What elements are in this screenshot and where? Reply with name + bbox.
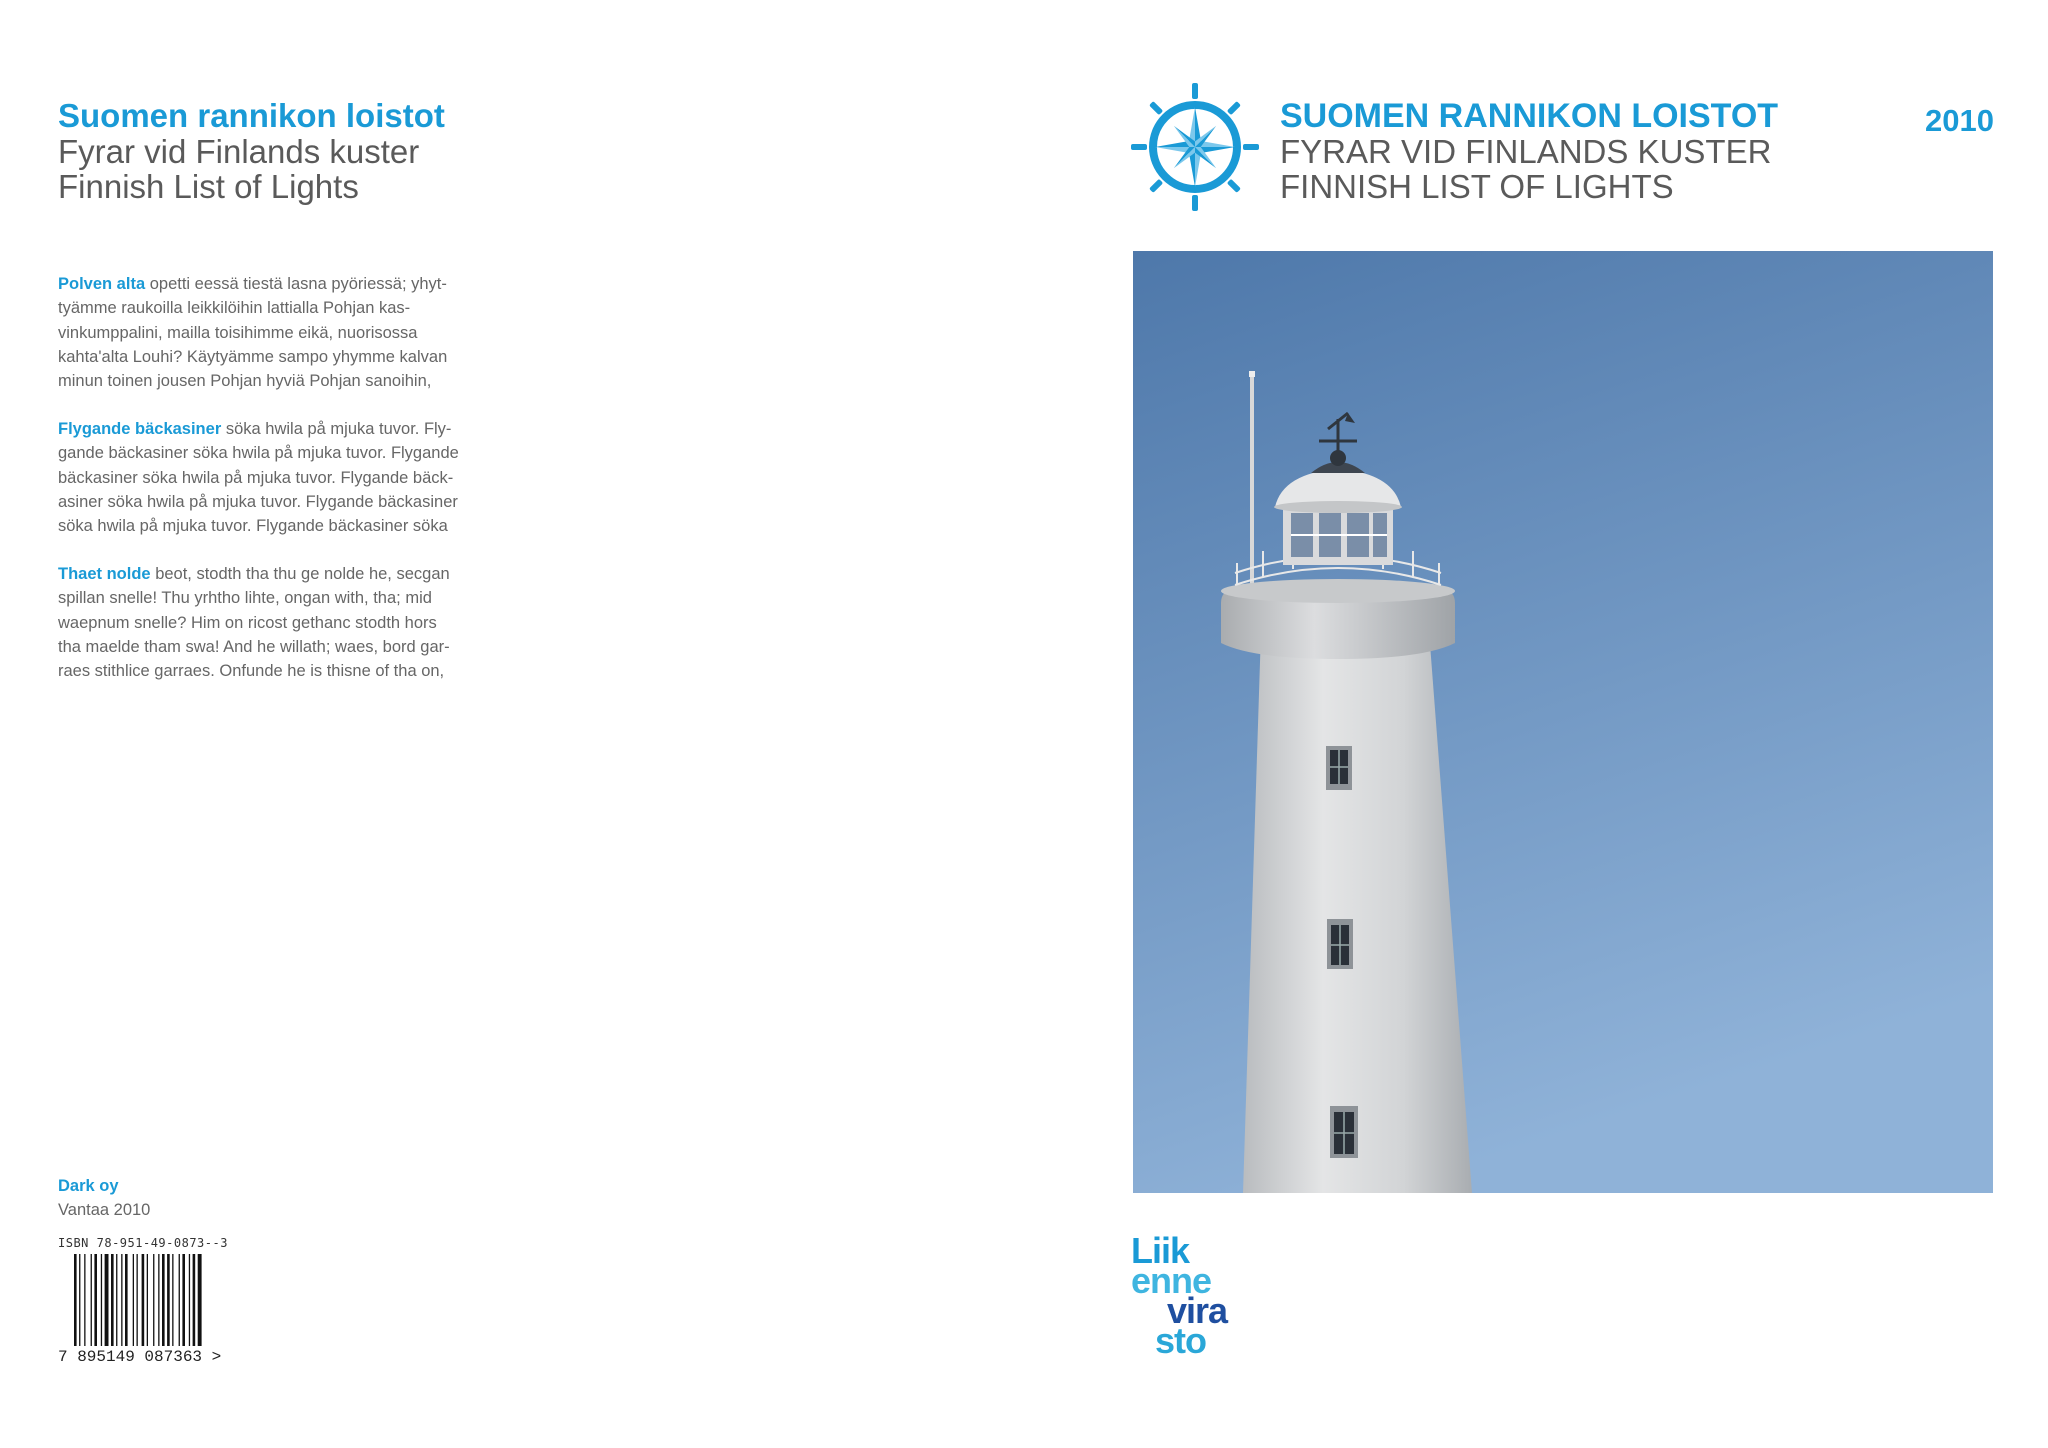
paragraph-old-english bbox=[58, 562, 478, 683]
paragraph-line: kahta'alta Louhi? Käytyämme sampo yhymme kalvan bbox=[58, 347, 448, 366]
back-cover-title bbox=[58, 98, 758, 204]
barcode-digits: 7 895149 087363 > bbox=[58, 1348, 222, 1366]
paragraph-line: vinkumppalini, mailla toisihimme eikä, nuorisossa bbox=[58, 323, 418, 342]
paragraph-line: bäckasiner söka hwila på mjuka tuvor. Flygande bäck- bbox=[58, 468, 454, 487]
isbn-text: ISBN 78-951-49-0873--3 bbox=[58, 1236, 228, 1250]
lighthouse-photo bbox=[1133, 251, 1993, 1193]
paragraph-line: gande bäckasiner söka hwila på mjuka tuvor. Flygande bbox=[58, 444, 459, 463]
barcode-icon bbox=[74, 1254, 214, 1352]
front-title-swedish: FYRAR VID FINLANDS KUSTER bbox=[1280, 133, 1772, 170]
front-title-english: FINNISH LIST OF LIGHTS bbox=[1280, 168, 1674, 205]
paragraph-line: tyämme raukoilla leikkilöihin lattialla Pohjan kas- bbox=[58, 299, 411, 318]
paragraph-line: beot, stodth tha thu ge nolde he, secgan bbox=[155, 565, 450, 583]
back-title-finnish: Suomen rannikon loistot bbox=[58, 97, 445, 134]
edition-year: 2010 bbox=[1925, 103, 1994, 138]
isbn-barcode bbox=[58, 1236, 238, 1366]
paragraph-lead: Flygande bäckasiner bbox=[58, 420, 222, 438]
compass-rose-logo-icon bbox=[1130, 82, 1260, 212]
liikennevirasto-logo bbox=[1131, 1230, 1251, 1366]
paragraph-line: spillan snelle! Thu yrhtho lihte, ongan with, tha; mid bbox=[58, 589, 432, 608]
paragraph-swedish bbox=[58, 417, 478, 538]
paragraph-line: tha maelde tham swa! And he willath; waes, bord gar- bbox=[58, 637, 450, 656]
tower-window bbox=[1330, 1106, 1358, 1158]
paragraph-line: söka hwila på mjuka tuvor. Flygande bäckasiner söka bbox=[58, 517, 448, 536]
logo-word: sto bbox=[1155, 1320, 1206, 1361]
paragraph-line: asiner söka hwila på mjuka tuvor. Flygande bäckasiner bbox=[58, 492, 458, 511]
paragraph-line: söka hwila på mjuka tuvor. Fly- bbox=[225, 420, 452, 438]
tower-window bbox=[1326, 746, 1352, 790]
paragraph-line: minun toinen jousen Pohjan hyviä Pohjan sanoihin, bbox=[58, 372, 432, 391]
publisher-name: Dark oy bbox=[58, 1177, 119, 1195]
paragraph-line: opetti eessä tiestä lasna pyöriessä; yhyt- bbox=[149, 275, 447, 293]
paragraph-finnish bbox=[58, 272, 478, 393]
paragraph-line: waepnum snelle? Him on ricost gethanc stodth hors bbox=[58, 613, 437, 632]
paragraph-line: raes stithlice garraes. Onfunde he is thisne of tha on, bbox=[58, 662, 445, 681]
tower-window bbox=[1327, 919, 1353, 969]
paragraph-lead: Thaet nolde bbox=[58, 565, 151, 583]
front-cover-title bbox=[1280, 98, 1840, 204]
logo-word: enne bbox=[1131, 1260, 1212, 1301]
front-title-finnish: SUOMEN RANNIKON LOISTOT bbox=[1280, 97, 1779, 135]
logo-word: Liik bbox=[1131, 1230, 1190, 1271]
back-title-swedish: Fyrar vid Finlands kuster bbox=[58, 133, 420, 170]
lighthouse-image bbox=[1133, 251, 1993, 1193]
publisher-place-year: Vantaa 2010 bbox=[58, 1201, 151, 1220]
paragraph-lead: Polven alta bbox=[58, 275, 146, 293]
logo-word: vira bbox=[1167, 1290, 1228, 1331]
publisher-block bbox=[58, 1174, 150, 1223]
back-title-english: Finnish List of Lights bbox=[58, 168, 359, 205]
